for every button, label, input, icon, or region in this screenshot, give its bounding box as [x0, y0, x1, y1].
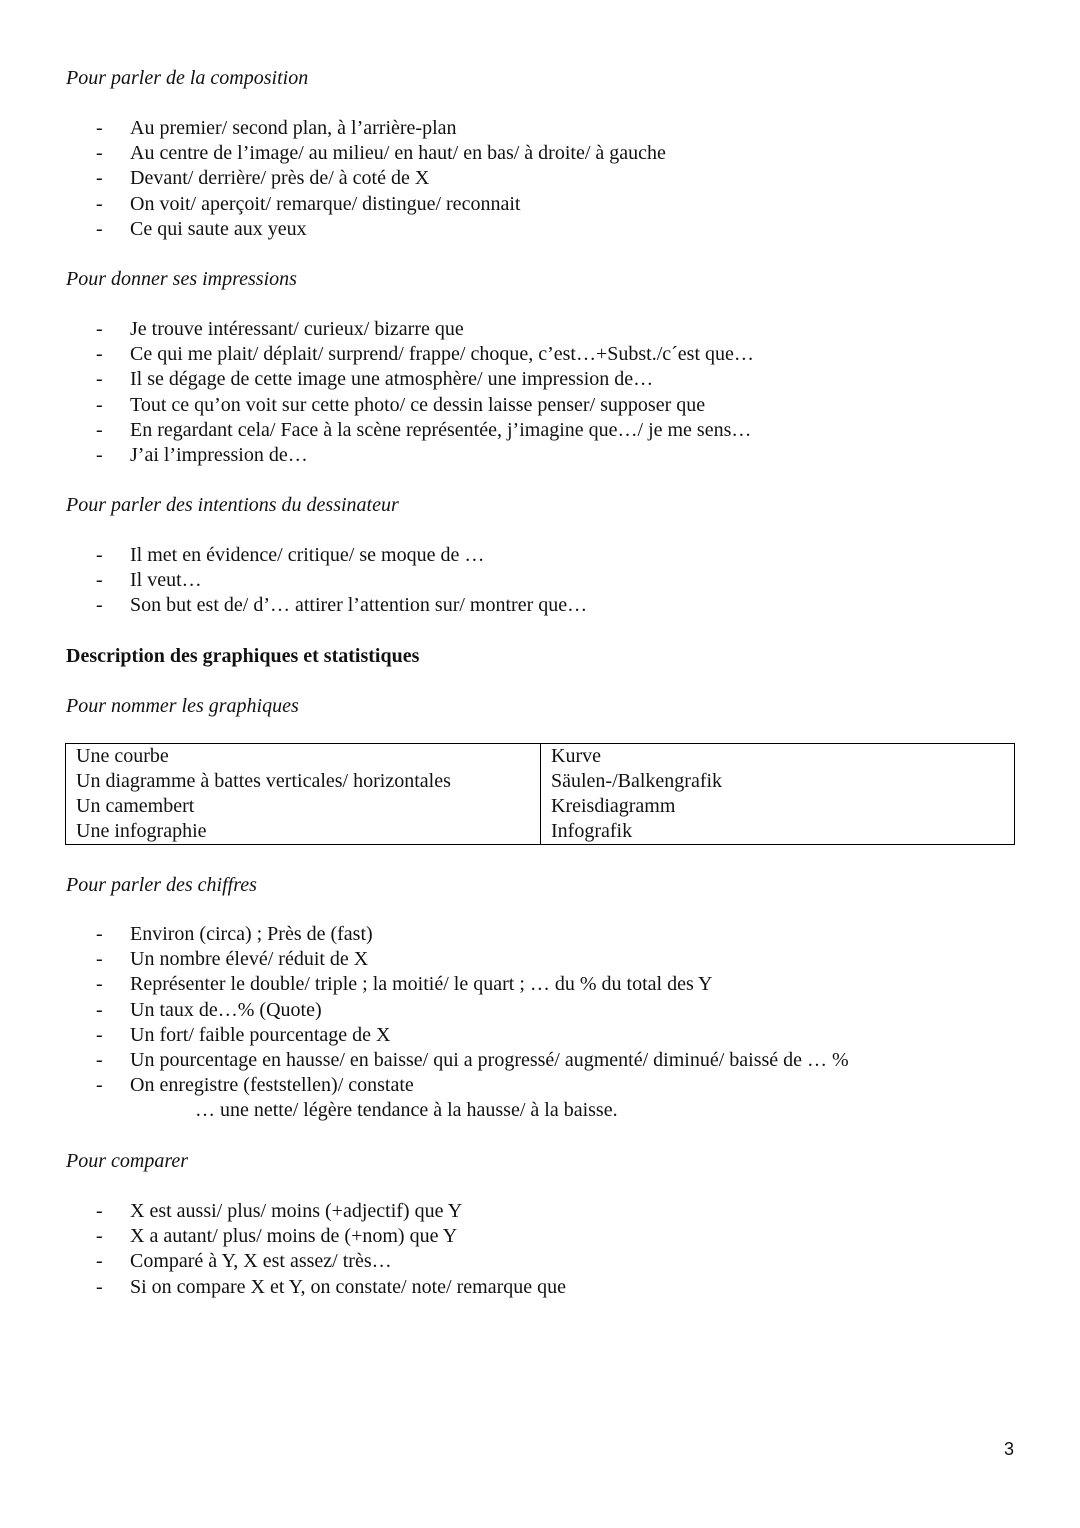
- graphs-section-title: Description des graphiques et statistiques: [66, 645, 420, 667]
- numbers-list: [96, 922, 849, 1098]
- list-item: - Un nombre élevé/ réduit de X: [96, 948, 369, 971]
- composition-list: [96, 116, 666, 242]
- list-item: - Ce qui me plait/ déplait/ surprend/ frappe/ choque, c’est…+Subst./c´est que…: [96, 343, 754, 366]
- list-item: - Son but est de/ d’… attirer l’attention sur/ montrer que…: [96, 594, 588, 617]
- table-cell: Une infographie: [76, 820, 207, 842]
- list-item: - En regardant cela/ Face à la scène représentée, j’imagine que…/ je me sens…: [96, 418, 752, 441]
- list-item: - Représenter le double/ triple ; la moitié/ le quart ; … du % du total des Y: [96, 973, 713, 996]
- french-column: [66, 744, 541, 845]
- impressions-heading: Pour donner ses impressions: [66, 268, 297, 290]
- list-item: - Au centre de l’image/ au milieu/ en haut/ en bas/ à droite/ à gauche: [96, 142, 666, 165]
- intentions-list: [96, 543, 587, 619]
- intentions-heading: Pour parler des intentions du dessinateur: [66, 494, 399, 516]
- list-item: - X a autant/ plus/ moins de (+nom) que Y: [96, 1225, 458, 1248]
- list-item: - Ce qui saute aux yeux: [96, 217, 307, 240]
- table-cell: Säulen-/Balkengrafik: [551, 770, 723, 792]
- list-item: - Au premier/ second plan, à l’arrière-plan: [96, 117, 457, 139]
- naming-heading: Pour nommer les graphiques: [66, 695, 299, 717]
- list-item: - Il se dégage de cette image une atmosphère/ une impression de…: [96, 368, 654, 391]
- vocabulary-table: [65, 743, 1015, 845]
- list-item: - On voit/ aperçoit/ remarque/ distingue/ reconnait: [96, 192, 521, 215]
- list-item: - Un fort/ faible pourcentage de X: [96, 1023, 391, 1046]
- list-item: - Je trouve intéressant/ curieux/ bizarre que: [96, 318, 464, 340]
- list-item: - Il veut…: [96, 569, 202, 592]
- list-item: - Un pourcentage en hausse/ en baisse/ qui a progressé/ augmenté/ diminué/ baissé de … %: [96, 1048, 849, 1071]
- list-item: - On enregistre (feststellen)/ constate: [96, 1074, 414, 1097]
- impressions-list: [96, 317, 754, 468]
- table-cell: Une courbe: [76, 745, 169, 767]
- table-cell: Kreisdiagramm: [551, 795, 676, 817]
- compare-list: [96, 1199, 566, 1300]
- list-item: - Tout ce qu’on voit sur cette photo/ ce dessin laisse penser/ supposer que: [96, 393, 706, 416]
- table-cell: Kurve: [551, 745, 601, 767]
- numbers-continuation: … une nette/ légère tendance à la hausse/ à la baisse.: [195, 1099, 618, 1121]
- table-cell: Un camembert: [76, 795, 195, 817]
- list-item: - Environ (circa) ; Près de (fast): [96, 923, 373, 945]
- list-item: - X est aussi/ plus/ moins (+adjectif) que Y: [96, 1200, 463, 1222]
- list-item: - Il met en évidence/ critique/ se moque de …: [96, 544, 485, 566]
- german-column: [541, 744, 1015, 845]
- table-cell: Infografik: [551, 820, 633, 842]
- compare-heading: Pour comparer: [66, 1150, 189, 1172]
- list-item: - Si on compare X et Y, on constate/ note/ remarque que: [96, 1275, 566, 1298]
- list-item: - Comparé à Y, X est assez/ très…: [96, 1250, 392, 1273]
- table-cell: Un diagramme à battes verticales/ horizontales: [76, 770, 451, 792]
- list-item: - Devant/ derrière/ près de/ à coté de X: [96, 167, 430, 190]
- numbers-heading: Pour parler des chiffres: [66, 874, 257, 896]
- composition-heading: Pour parler de la composition: [66, 67, 309, 89]
- list-item: - Un taux de…% (Quote): [96, 998, 322, 1021]
- page-number: 3: [1003, 1439, 1014, 1459]
- list-item: - J’ai l’impression de…: [96, 443, 308, 466]
